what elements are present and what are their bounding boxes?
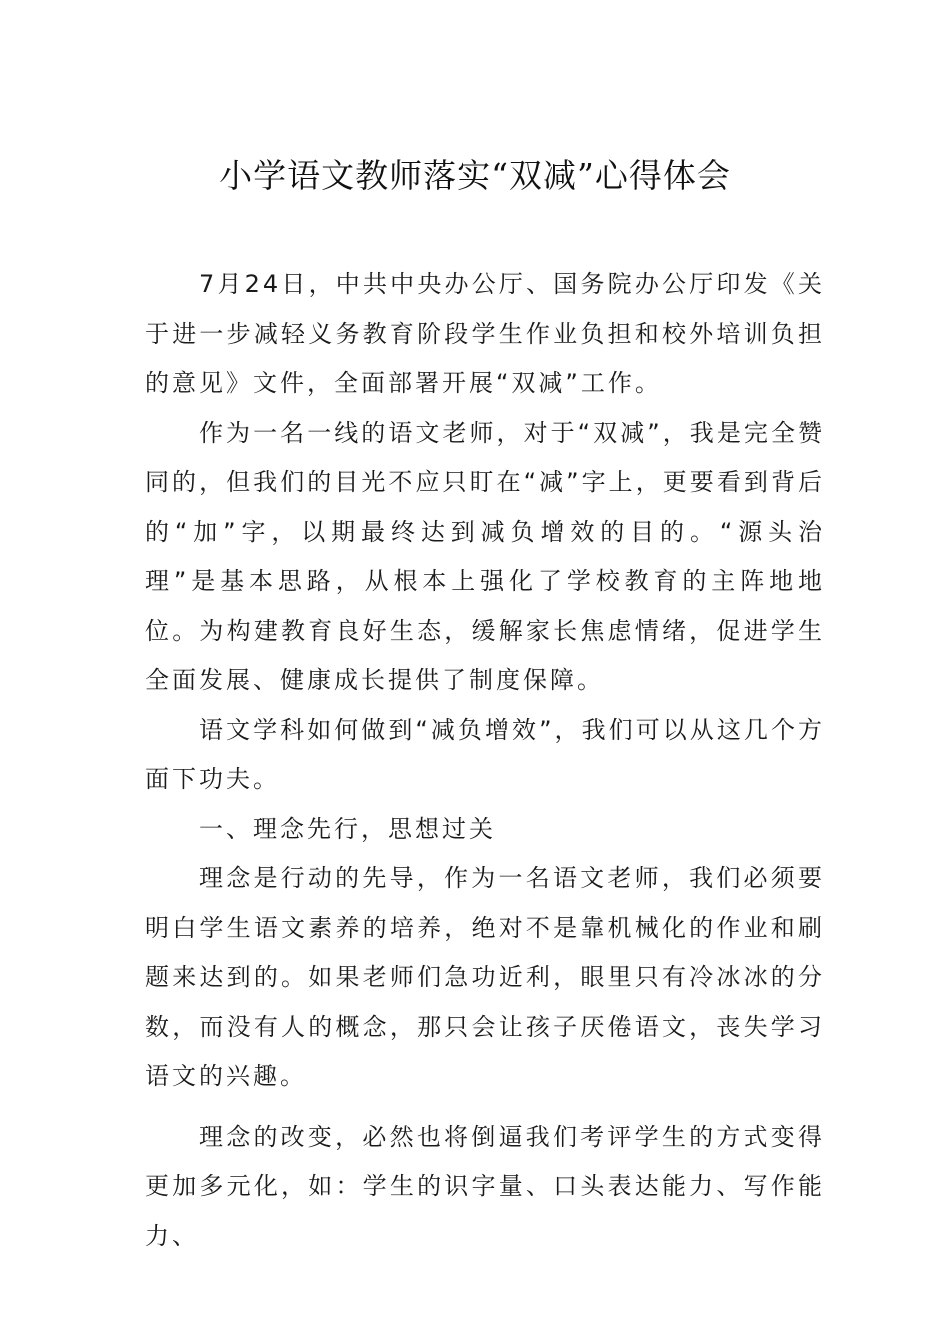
- document-body: [145, 260, 825, 1261]
- paragraph-evaluation: 理念的改变，必然也将倒逼我们考评学生的方式变得更加多元化，如：学生的识字量、口头表达能力、写作能力、: [145, 1122, 825, 1250]
- paragraph-concept: 理念是行动的先导，作为一名语文老师，我们必须要明白学生语文素养的培养，绝对不是靠机械化的作业和刷题来达到的。如果老师们急功近利，眼里只有冷冰冰的分数，而没有人的概念，那只会让孩子厌倦语文，丧失学习语文的兴趣。: [145, 864, 825, 1090]
- paragraph-approach: 语文学科如何做到“减负增效”，我们可以从这几个方面下功夫。: [145, 715, 825, 793]
- paragraph-opinion: 作为一名一线的语文老师，对于“双减”，我是完全赞同的，但我们的目光不应只盯在“减”字上，更要看到背后的“加”字，以期最终达到减负增效的目的。“源头治理”是基本思路，从根本上强化了学校教育的主阵地地位。为构建教育良好生态，缓解家长焦虑情绪，促进学生全面发展、健康成长提供了制度保障。: [145, 418, 825, 694]
- paragraph-intro: 7月24日，中共中央办公厅、国务院办公厅印发《关于进一步减轻义务教育阶段学生作业负担和校外培训负担的意见》文件，全面部署开展“双减”工作。: [145, 270, 825, 397]
- document-title: 小学语文教师落实“双减”心得体会: [219, 156, 731, 195]
- section-heading-1: 一、理念先行，思想过关: [199, 814, 496, 843]
